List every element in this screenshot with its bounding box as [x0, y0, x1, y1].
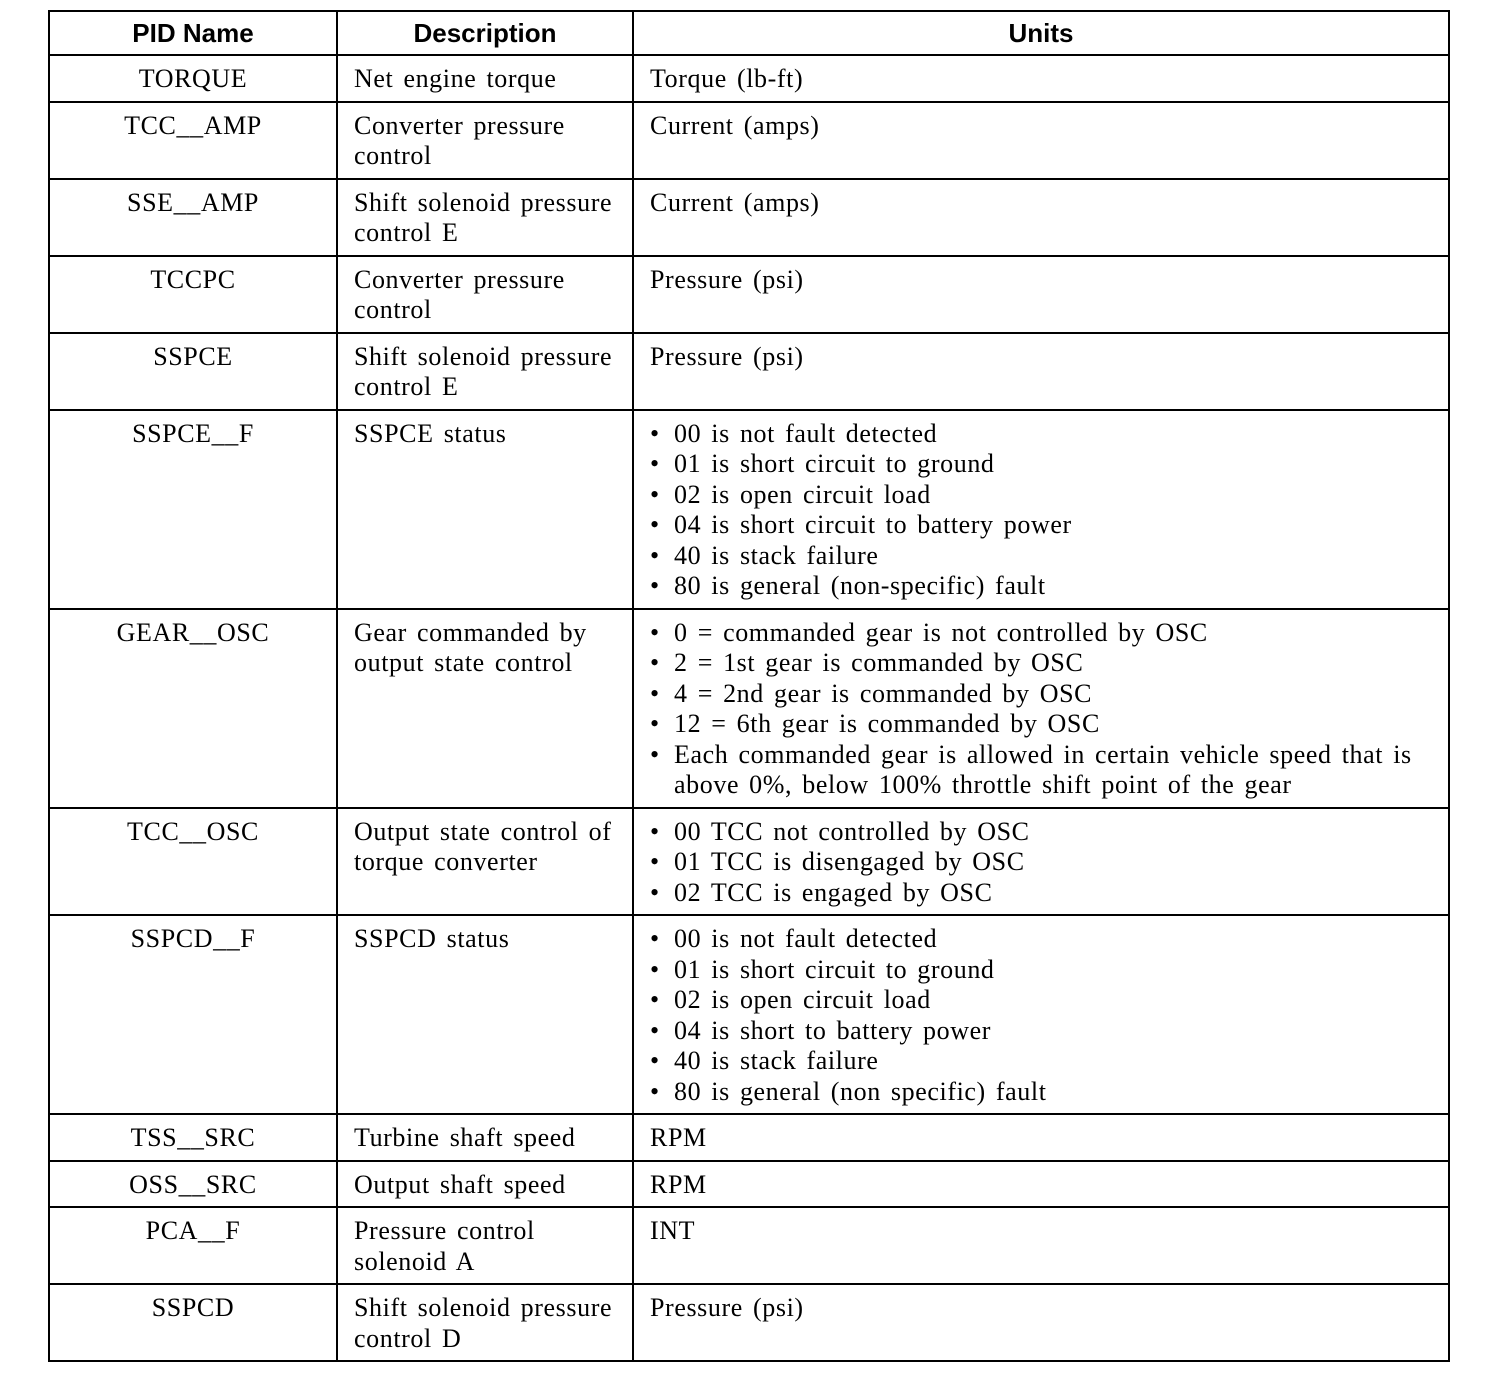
table-row [49, 55, 1449, 102]
pid-name: OSS__SRC [129, 1169, 257, 1199]
table-row [49, 1207, 1449, 1284]
units-cell [633, 915, 1449, 1114]
pid-cell [49, 1114, 337, 1161]
list-item: • 2 = 1st gear is commanded by OSC [650, 648, 1434, 679]
description-text: SSPCE status [354, 418, 507, 448]
pid-cell [49, 1161, 337, 1208]
units-text: INT [650, 1216, 696, 1245]
description-cell [337, 1207, 633, 1284]
header-pid-name: PID Name [49, 11, 337, 55]
pid-name: TCC__AMP [124, 110, 262, 140]
units-text: RPM [650, 1123, 707, 1152]
pid-cell [49, 256, 337, 333]
units-text: Pressure (psi) [650, 264, 804, 294]
list-item: • 01 TCC is disengaged by OSC [650, 847, 1434, 878]
table-row [49, 1284, 1449, 1361]
description-text: Shift solenoid pressure control E [354, 341, 613, 401]
units-text: Pressure (psi) [650, 341, 804, 371]
description-cell [337, 55, 633, 102]
units-cell [633, 102, 1449, 179]
pid-name: SSPCE__F [132, 418, 254, 448]
description-text: Net engine torque [354, 64, 557, 93]
units-text: Pressure (psi) [650, 1293, 804, 1322]
pid-cell [49, 333, 337, 410]
list-item: • 00 TCC not controlled by OSC [650, 817, 1434, 848]
list-item: • 02 is open circuit load [650, 480, 1434, 511]
description-text: Output shaft speed [354, 1169, 566, 1199]
units-cell [633, 1114, 1449, 1161]
units-list [650, 924, 1434, 1107]
description-cell [337, 808, 633, 916]
units-text: RPM [650, 1169, 707, 1199]
list-item: • 4 = 2nd gear is commanded by OSC [650, 679, 1434, 710]
pid-name: TCCPC [150, 264, 236, 294]
list-item: • 00 is not fault detected [650, 924, 1434, 955]
units-list [650, 419, 1434, 602]
units-cell [633, 256, 1449, 333]
description-cell [337, 179, 633, 256]
units-cell [633, 609, 1449, 808]
units-cell [633, 410, 1449, 609]
description-cell [337, 102, 633, 179]
list-item: • 40 is stack failure [650, 541, 1434, 572]
pid-cell [49, 1284, 337, 1361]
units-text: Current (amps) [650, 187, 820, 217]
description-text: Shift solenoid pressure control D [354, 1293, 613, 1353]
pid-name: SSE__AMP [127, 187, 259, 217]
table-row [49, 1114, 1449, 1161]
list-item: • Each commanded gear is allowed in certain vehicle speed that is above 0%, below 100% throttle shift point of the gear [650, 740, 1434, 801]
list-item: • 00 is not fault detected [650, 419, 1434, 450]
list-item: • 80 is general (non-specific) fault [650, 571, 1434, 602]
description-text: Turbine shaft speed [354, 1123, 576, 1152]
description-text: Converter pressure control [354, 264, 565, 324]
list-item: • 12 = 6th gear is commanded by OSC [650, 709, 1434, 740]
description-cell [337, 1114, 633, 1161]
list-item: • 04 is short circuit to battery power [650, 510, 1434, 541]
units-cell [633, 808, 1449, 916]
description-text: SSPCD status [354, 924, 510, 953]
pid-cell [49, 179, 337, 256]
pid-name: GEAR__OSC [116, 617, 270, 647]
table-row [49, 333, 1449, 410]
list-item: • 40 is stack failure [650, 1046, 1434, 1077]
description-cell [337, 915, 633, 1114]
pid-cell [49, 915, 337, 1114]
header-units: Units [633, 11, 1449, 55]
description-cell [337, 410, 633, 609]
pid-cell [49, 609, 337, 808]
pid-cell [49, 55, 337, 102]
units-cell [633, 1207, 1449, 1284]
table-row [49, 808, 1449, 916]
table-row [49, 179, 1449, 256]
description-text: Shift solenoid pressure control E [354, 187, 613, 247]
pid-name: TCC__OSC [127, 816, 259, 846]
description-cell [337, 609, 633, 808]
list-item: • 0 = commanded gear is not controlled by OSC [650, 618, 1434, 649]
list-item: • 02 TCC is engaged by OSC [650, 878, 1434, 909]
list-item: • 02 is open circuit load [650, 985, 1434, 1016]
units-cell [633, 55, 1449, 102]
description-text: Output state control of torque converter [354, 816, 612, 876]
pid-name: PCA__F [145, 1216, 241, 1245]
units-cell [633, 333, 1449, 410]
description-text: Pressure control solenoid A [354, 1216, 535, 1276]
pid-name: SSPCE [153, 341, 233, 371]
list-item: • 04 is short to battery power [650, 1016, 1434, 1047]
units-list [650, 817, 1434, 909]
pid-cell [49, 1207, 337, 1284]
pid-cell [49, 808, 337, 916]
units-cell [633, 1161, 1449, 1208]
pid-cell [49, 410, 337, 609]
description-text: Gear commanded by output state control [354, 617, 587, 677]
pid-name: TORQUE [138, 64, 248, 93]
units-list [650, 618, 1434, 801]
description-cell [337, 333, 633, 410]
pid-name: SSPCD__F [130, 924, 256, 953]
list-item: • 01 is short circuit to ground [650, 955, 1434, 986]
table-row [49, 1161, 1449, 1208]
description-cell [337, 1161, 633, 1208]
table-row [49, 915, 1449, 1114]
pid-cell [49, 102, 337, 179]
units-cell [633, 1284, 1449, 1361]
description-cell [337, 1284, 633, 1361]
pid-table [48, 10, 1450, 1362]
units-text: Torque (lb-ft) [650, 64, 804, 93]
list-item: • 01 is short circuit to ground [650, 449, 1434, 480]
table-row [49, 609, 1449, 808]
header-row [49, 11, 1449, 55]
pid-name: TSS__SRC [130, 1123, 256, 1152]
table-row [49, 410, 1449, 609]
units-cell [633, 179, 1449, 256]
description-cell [337, 256, 633, 333]
description-text: Converter pressure control [354, 110, 565, 170]
table-row [49, 102, 1449, 179]
header-description: Description [337, 11, 633, 55]
units-text: Current (amps) [650, 110, 820, 140]
table-row [49, 256, 1449, 333]
pid-name: SSPCD [151, 1293, 235, 1322]
list-item: • 80 is general (non specific) fault [650, 1077, 1434, 1108]
